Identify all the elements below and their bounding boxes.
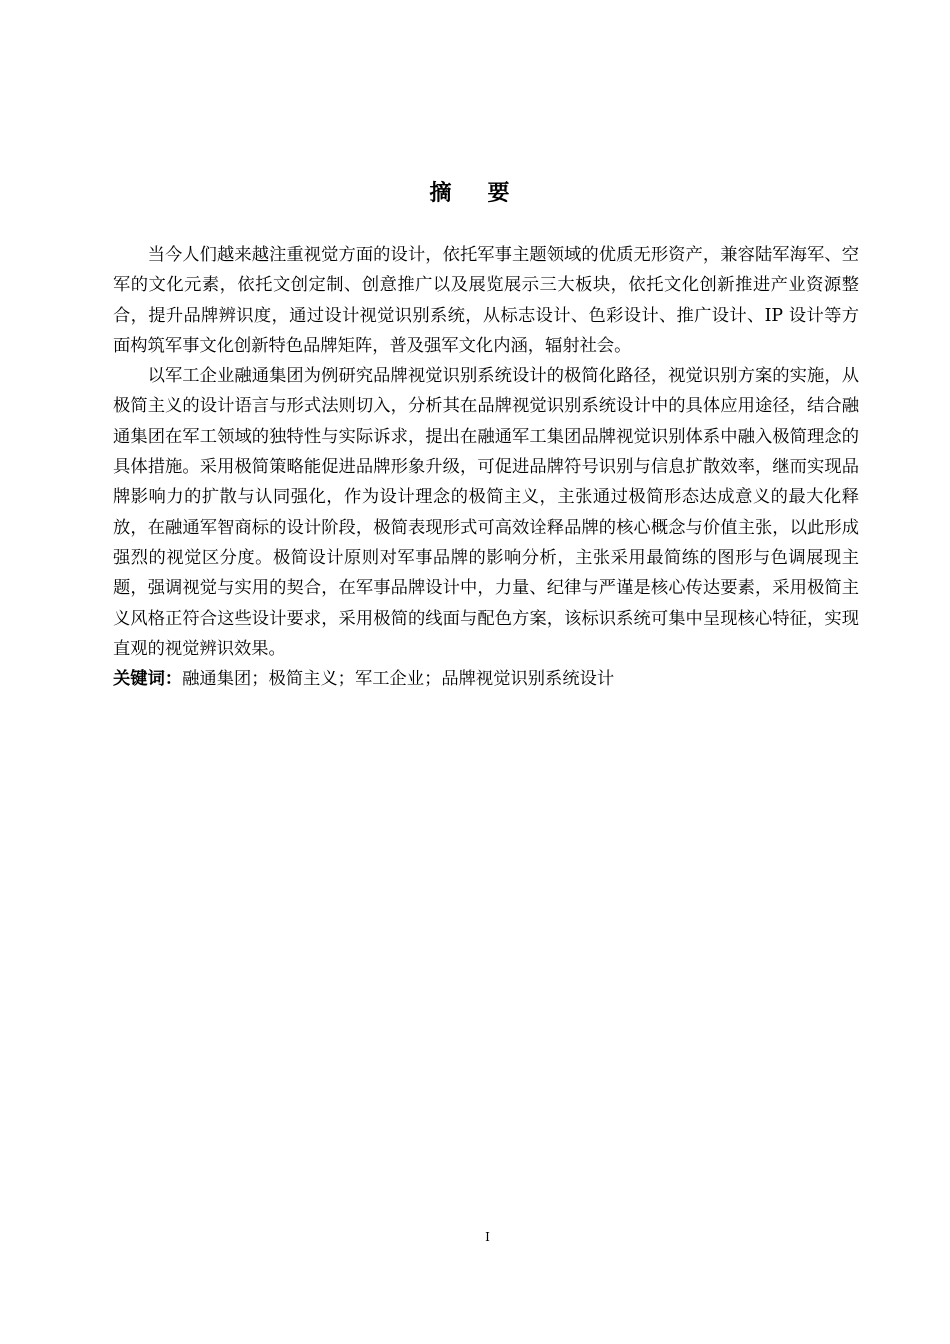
page-number: I	[485, 1230, 490, 1244]
abstract-title: 摘要	[429, 181, 546, 206]
abstract-paragraph-2: 以军工企业融通集团为例研究品牌视觉识别系统设计的极简化路径，视觉识别方案的实施，从极简主义的设计语言与形式法则切入，分析其在品牌视觉识别系统设计中的具体应用途径，结合融通集团在军工领域的独特性与实际诉求，提出在融通军工集团品牌视觉识别体系中融入极简理念的具体措施。采用极简策略能促进品牌形象升级，可促进品牌符号识别与信息扩散效率，继而实现品牌影响力的扩散与认同强化，作为设计理念的极简主义，主张通过极简形态达成意义的最大化释放，在融通军智商标的设计阶段，极简表现形式可高效诠释品牌的核心概念与价值主张，以此形成强烈的视觉区分度。极简设计原则对军事品牌的影响分析，主张采用最简练的图形与色调展现主题，强调视觉与实用的契合，在军事品牌设计中，力量、纪律与严谨是核心传达要素，采用极简主义风格正符合这些设计要求，采用极简的线面与配色方案，该标识系统可集中呈现核心特征，实现直观的视觉辨识效果。	[113, 366, 859, 659]
keywords-text: 融通集团；极简主义；军工企业；品牌视觉识别系统设计	[182, 669, 615, 690]
abstract-body	[113, 240, 859, 694]
keywords-line	[113, 664, 859, 694]
abstract-paragraph-1: 当今人们越来越注重视觉方面的设计，依托军事主题领域的优质无形资产，兼容陆军海军、空军的文化元素，依托文创定制、创意推广以及展览展示三大板块，依托文化创新推进产业资源整合，提升品牌辨识度，通过设计视觉识别系统，从标志设计、色彩设计、推广设计、IP 设计等方面构筑军事文化创新特色品牌矩阵，普及强军文化内涵，辐射社会。	[113, 245, 859, 356]
keywords-label: 关键词：	[113, 669, 183, 690]
